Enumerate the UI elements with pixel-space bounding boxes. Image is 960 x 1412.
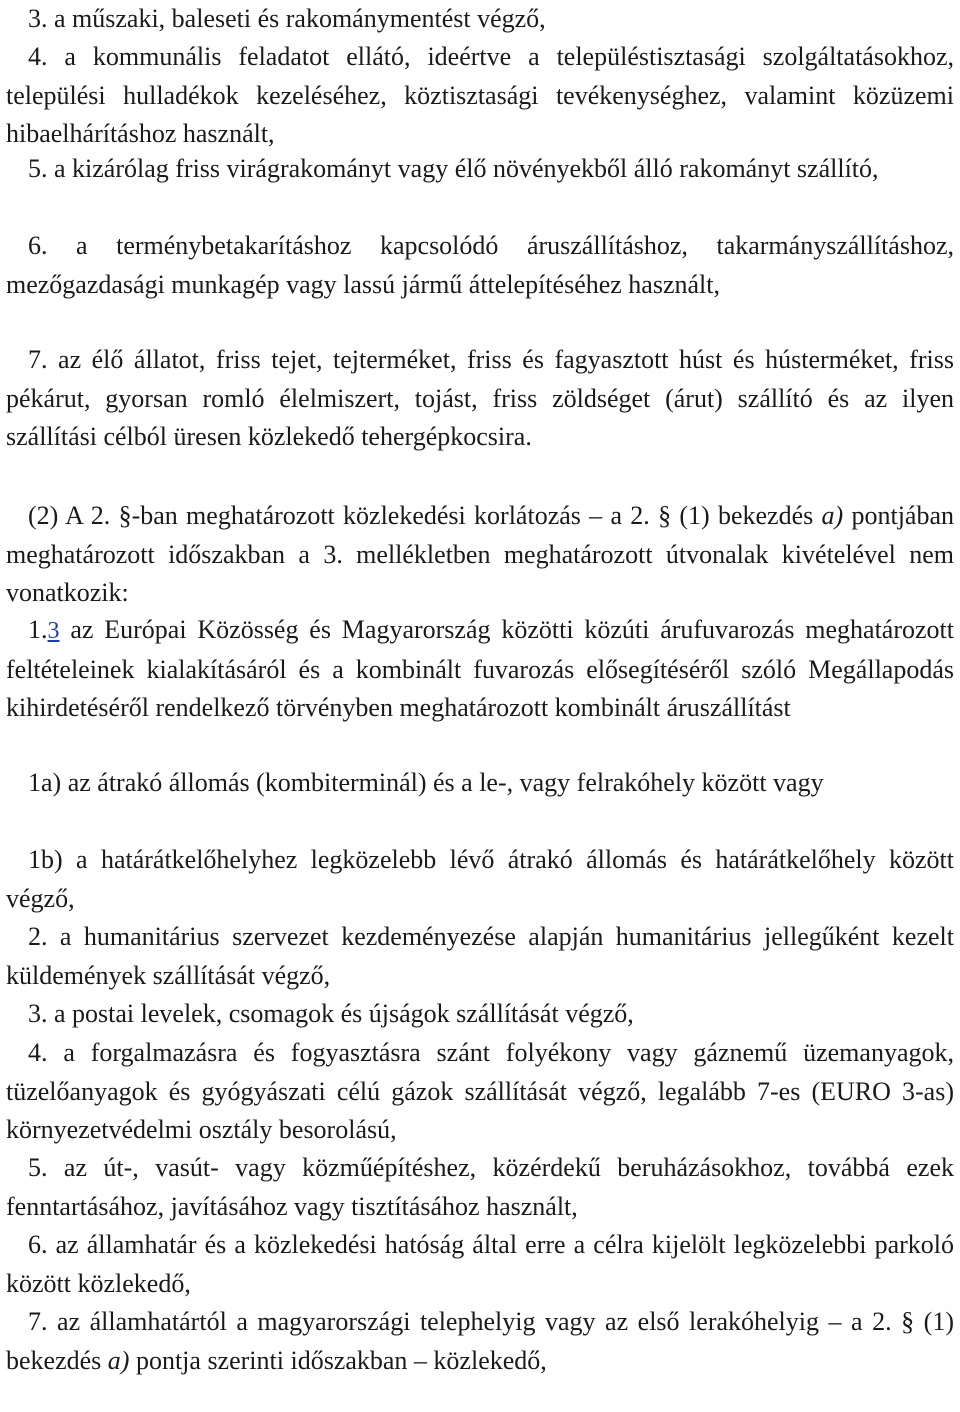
paragraph-list-item-1b: 1b) a határátkelőhelyhez legközelebb lévő átrakó állomás és határátkelőhely között végző, xyxy=(6,845,954,913)
paragraph-item-4: 4. a kommunális feladatot ellátó, ideértve a településtisztasági szolgáltatásokhoz, települési hulladékok kezeléséhez, köztisztasági tevékenységhez, valamint közüzemi hibaelhárításhoz használt, xyxy=(6,42,954,148)
section-2-text-b: pontjában meghatározott időszakban a 3. mellékletben meghatározott útvonalak kivételével nem vonatkozik: xyxy=(6,501,954,607)
paragraph-item-5: 5. a kizárólag friss virágrakományt vagy élő növényekből álló rakományt szállító, xyxy=(28,154,879,183)
paragraph-item-7: 7. az élő állatot, friss tejet, tejterméket, friss és fagyasztott húst és hústerméket, friss pékárut, gyorsan romló élelmiszert, tojást, friss zöldséget (árut) szállító és az ilyen szállítási célból üresen közlekedő tehergépkocsira. xyxy=(6,345,954,451)
paragraph-list-item-2: 2. a humanitárius szervezet kezdeményezése alapján humanitárius jellegűként kezelt küldemények szállítását végző, xyxy=(6,922,954,990)
paragraph-list-item-6: 6. az államhatár és a közlekedési hatóság által erre a célra kijelölt legközelebbi parkoló között közlekedő, xyxy=(6,1230,954,1298)
paragraph-list-item-5: 5. az út-, vasút- vagy közműépítéshez, közérdekű beruházásokhoz, továbbá ezek fenntartásához, javításához vagy tisztításához használt, xyxy=(6,1153,954,1221)
paragraph-list-item-1a: 1a) az átrakó állomás (kombiterminál) és a le-, vagy felrakóhely között vagy xyxy=(28,768,824,797)
list-item-7-text-a: 7. az államhatártól a magyarországi telephelyig vagy az első lerakóhelyig – a 2. § (1) bekezdés xyxy=(6,1307,954,1375)
footnote-link[interactable]: 3 xyxy=(47,618,60,644)
paragraph-item-3: 3. a műszaki, baleseti és rakománymentést végző, xyxy=(28,4,546,33)
paragraph-list-item-7 xyxy=(6,1303,954,1380)
list-item-1-text: az Európai Közösség és Magyarország közötti közúti árufuvarozás meghatározott feltételeinek kialakításáról és a kombinált fuvarozás elősegítéséről szóló Megállapodás kihirdetéséről rendelkező törvényben meghatározott kombinált áruszállítást xyxy=(6,615,954,722)
list-item-7-italic-point: a) xyxy=(107,1345,130,1375)
section-2-text-a: (2) A 2. §-ban meghatározott közlekedési korlátozás – a 2. § (1) bekezdés xyxy=(28,501,822,530)
paragraph-list-item-1 xyxy=(6,611,954,728)
list-item-7-text-b: pontja szerinti időszakban – közlekedő, xyxy=(129,1345,547,1375)
paragraph-item-6: 6. a terménybetakarításhoz kapcsolódó áruszállításhoz, takarmányszállításhoz, mezőgazdasági munkagép vagy lassú jármű áttelepítéséhez használt, xyxy=(6,231,954,299)
list-item-1-prefix: 1. xyxy=(28,615,48,644)
paragraph-section-2 xyxy=(6,497,954,613)
paragraph-list-item-3: 3. a postai levelek, csomagok és újságok szállítását végző, xyxy=(28,999,634,1028)
paragraph-list-item-4: 4. a forgalmazásra és fogyasztásra szánt folyékony vagy gáznemű üzemanyagok, tüzelőanyagok és gyógyászati célú gázok szállítását végző, legalább 7-es (EURO 3-as) környezetvédelmi osztály besorolású, xyxy=(6,1038,954,1144)
section-2-italic-point: a) xyxy=(821,501,844,530)
